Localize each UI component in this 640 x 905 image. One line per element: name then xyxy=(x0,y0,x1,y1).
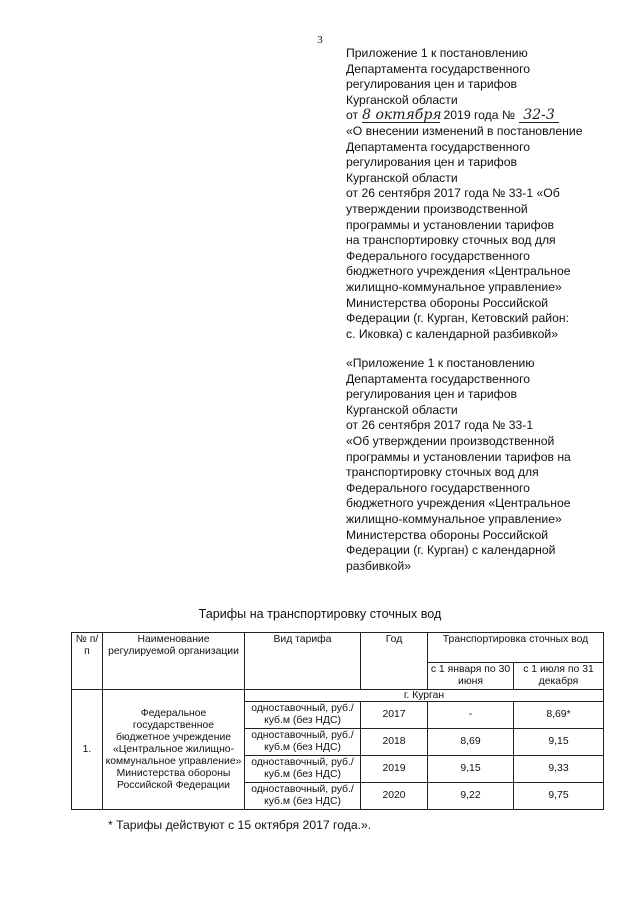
tariff-type: одноставочный, руб./куб.м (без НДС) xyxy=(245,756,361,783)
tariff-year: 2017 xyxy=(361,702,428,729)
appendix-line: транспортировку сточных вод для xyxy=(346,465,539,480)
tariff-year: 2019 xyxy=(361,756,428,783)
header-line: от 26 сентября 2017 года № 33-1 «Об xyxy=(346,186,560,201)
org-name: Федеральное государственное бюджетное учреждение «Центральное жилищно-коммунальное управление» Министерства обороны Российской Федерации xyxy=(103,690,245,810)
header-date-line xyxy=(346,108,611,124)
date-year: 2019 года № xyxy=(443,108,516,123)
tariff-h1: - xyxy=(428,702,514,729)
header-line: Федерации (г. Курган, Кетовский район: xyxy=(346,311,570,326)
header-num: № п/п xyxy=(72,633,103,690)
appendix-line: Федерального государственного xyxy=(346,480,530,495)
appendix-line: жилищно-коммунальное управление» xyxy=(346,511,562,526)
header-line: утверждении производственной xyxy=(346,201,528,216)
tariffs-table xyxy=(71,632,604,810)
tariff-year: 2018 xyxy=(361,729,428,756)
header-line: «О внесении изменений в постановление xyxy=(346,123,583,138)
appendix-line: бюджетного учреждения «Центральное xyxy=(346,496,571,511)
tariff-h1: 8,69 xyxy=(428,729,514,756)
header-line: жилищно-коммунальное управление» xyxy=(346,279,562,294)
header-line: Департамента государственного xyxy=(346,61,531,76)
header-line: Министерства обороны Российской xyxy=(346,295,549,310)
tariff-type: одноставочный, руб./куб.м (без НДС) xyxy=(245,783,361,810)
header-period-1: с 1 января по 30 июня xyxy=(428,663,514,690)
tariff-h1: 9,22 xyxy=(428,783,514,810)
tariff-h1: 9,15 xyxy=(428,756,514,783)
header-line: Департамента государственного xyxy=(346,139,531,154)
handwritten-number: 32-3 xyxy=(519,109,559,123)
header-year: Год xyxy=(361,633,428,690)
date-prefix: от xyxy=(346,108,359,123)
appendix-line: программы и установлении тарифов на xyxy=(346,449,571,464)
tariff-h2: 8,69* xyxy=(514,702,604,729)
tariff-type: одноставочный, руб./куб.м (без НДС) xyxy=(245,729,361,756)
appendix-line: Министерства обороны Российской xyxy=(346,527,549,542)
tariff-h2: 9,15 xyxy=(514,729,604,756)
header-line: Приложение 1 к постановлению xyxy=(346,46,528,60)
page-number: 3 xyxy=(317,34,323,46)
appendix-line: от 26 сентября 2017 года № 33-1 xyxy=(346,418,534,433)
tariff-type: одноставочный, руб./куб.м (без НДС) xyxy=(245,702,361,729)
footnote: * Тарифы действуют с 15 октября 2017 года.». xyxy=(108,818,372,832)
row-number: 1. xyxy=(72,690,103,810)
tariff-h2: 9,75 xyxy=(514,783,604,810)
header-line: с. Иковка) с календарной разбивкой» xyxy=(346,326,558,341)
appendix-line: Департамента государственного xyxy=(346,371,531,386)
city-row: г. Курган xyxy=(245,690,604,702)
appendix-line: регулирования цен и тарифов xyxy=(346,387,517,402)
appendix-line: Курганской области xyxy=(346,402,458,417)
header-line: Курганской области xyxy=(346,92,458,107)
appendix-line: «Об утверждении производственной xyxy=(346,433,555,448)
header-line: программы и установлении тарифов xyxy=(346,217,554,232)
table-title: Тарифы на транспортировку сточных вод xyxy=(198,607,442,621)
header-org: Наименование регулируемой организации xyxy=(103,633,245,690)
header-type: Вид тарифа xyxy=(245,633,361,690)
tariff-h2: 9,33 xyxy=(514,756,604,783)
header-line: Курганской области xyxy=(346,170,458,185)
resolution-header xyxy=(346,46,611,342)
handwritten-date: 8 октября xyxy=(362,107,442,124)
header-line: на транспортировку сточных вод для xyxy=(346,233,556,248)
appendix-line: «Приложение 1 к постановлению xyxy=(346,356,535,370)
header-line: бюджетного учреждения «Центральное xyxy=(346,264,571,279)
header-period-2: с 1 июля по 31 декабря xyxy=(514,663,604,690)
header-line: регулирования цен и тарифов xyxy=(346,77,517,92)
header-line: Федерального государственного xyxy=(346,248,530,263)
header-transport: Транспортировка сточных вод xyxy=(428,633,604,663)
tariff-year: 2020 xyxy=(361,783,428,810)
appendix-line: Федерации (г. Курган) с календарной xyxy=(346,543,556,558)
appendix-line: разбивкой» xyxy=(346,558,411,573)
header-line: регулирования цен и тарифов xyxy=(346,155,517,170)
appendix-header xyxy=(346,356,611,574)
